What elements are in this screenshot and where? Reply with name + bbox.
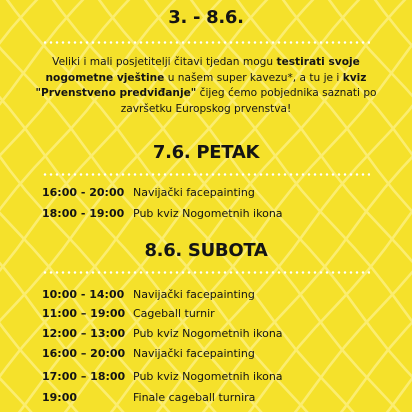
intro-highlight-quiz: kviz "Prvenstveno predviđanje"	[35, 71, 367, 99]
event-time: 16:00 – 20:00	[42, 347, 126, 360]
event-time: 11:00 – 19:00	[42, 307, 126, 320]
dotted-divider	[42, 41, 370, 44]
intro-text: Veliki i mali posjetitelji čitavi tjedan mogu testirati svoje nogometne vještine u našem super kavezu*, a tu je i kviz "Prvenstveno predviđanje" čijeg ćemo pobjednika saznati po završetku Europskog prvenstva!	[35, 56, 377, 115]
event-name: Cageball turnir	[133, 307, 215, 320]
event-time: 12:00 – 13:00	[42, 327, 126, 340]
event-time: 18:00 - 19:00	[42, 207, 125, 220]
dotted-divider	[42, 271, 370, 274]
event-name: Navijački facepainting	[133, 186, 255, 199]
event-time: 10:00 - 14:00	[42, 288, 125, 301]
event-time: 17:00 – 18:00	[42, 370, 126, 383]
day1-title: 7.6. PETAK	[152, 142, 260, 163]
event-name: Finale cageball turnira	[133, 391, 256, 404]
intro-highlight-skills: testirati svoje nogometne vještine	[45, 56, 360, 84]
dotted-divider	[42, 173, 370, 176]
event-time: 16:00 - 20:00	[42, 186, 125, 199]
header-title: 3. - 8.6.	[168, 7, 244, 28]
event-name: Pub kviz Nogometnih ikona	[133, 327, 283, 340]
event-name: Navijački facepainting	[133, 288, 255, 301]
event-name: Pub kviz Nogometnih ikona	[133, 207, 283, 220]
event-name: Navijački facepainting	[133, 347, 255, 360]
event-time: 19:00	[42, 391, 78, 404]
day2-title: 8.6. SUBOTA	[144, 240, 268, 261]
event-name: Pub kviz Nogometnih ikona	[133, 370, 283, 383]
